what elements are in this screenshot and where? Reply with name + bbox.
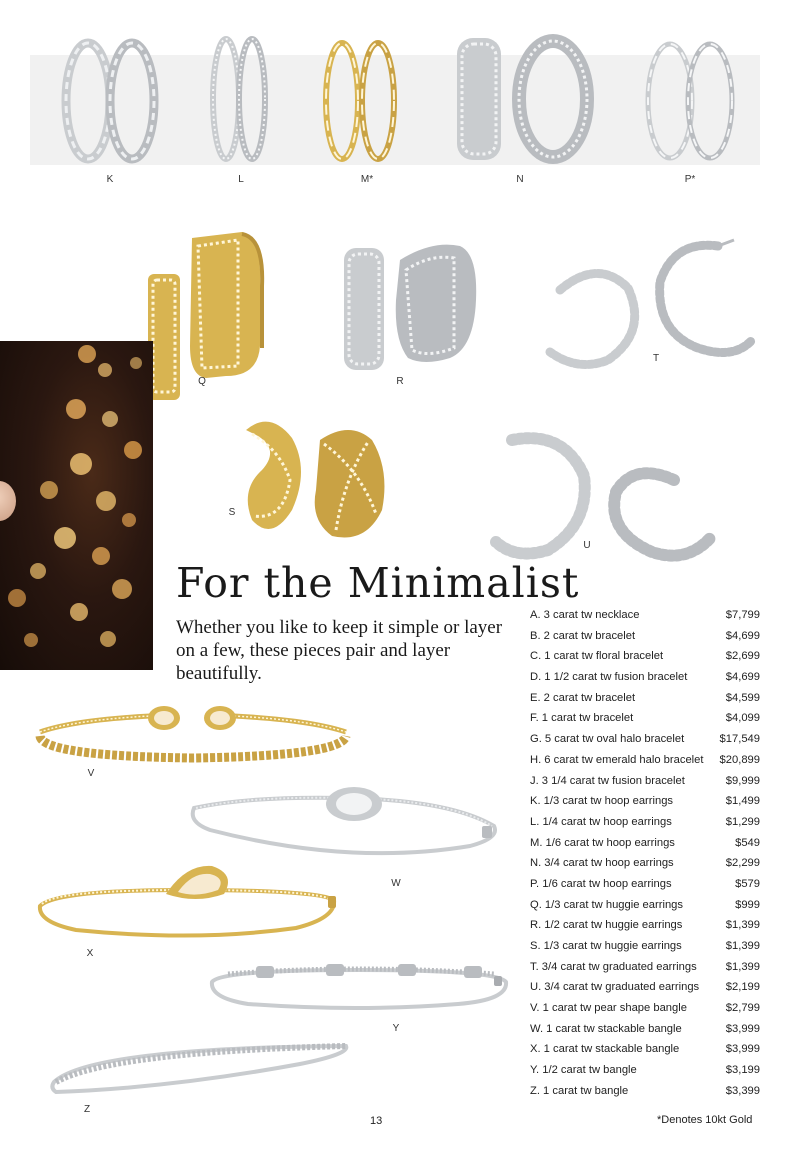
product-letter-l: L <box>238 174 244 185</box>
bangle-z-image <box>50 1040 352 1096</box>
price-item-value: $4,599 <box>725 691 760 704</box>
price-list-item <box>530 712 760 733</box>
price-list-item <box>530 837 760 858</box>
hoop-earrings-m-image <box>318 36 402 166</box>
hoop-earrings-p-image <box>640 37 740 165</box>
price-list-item <box>530 981 760 1002</box>
price-item-label: L. 1/4 carat tw hoop earrings <box>530 815 672 828</box>
hoop-earrings-l-image <box>206 33 272 165</box>
price-item-value: $549 <box>735 836 760 849</box>
price-item-value: $3,999 <box>725 1043 760 1056</box>
product-letter-x: X <box>86 948 94 959</box>
price-item-label: C. 1 carat tw floral bracelet <box>530 650 664 663</box>
price-item-label: Y. 1/2 carat tw bangle <box>530 1064 637 1077</box>
price-item-value: $20,899 <box>719 753 760 766</box>
price-list <box>530 609 760 1106</box>
price-item-value: $3,399 <box>725 1084 760 1097</box>
price-item-label: N. 3/4 carat tw hoop earrings <box>530 857 674 870</box>
price-item-value: $1,499 <box>725 795 760 808</box>
price-item-value: $2,799 <box>725 1002 760 1015</box>
price-item-value: $2,699 <box>725 650 760 663</box>
product-letter-p: P* <box>684 174 696 185</box>
price-list-item <box>530 961 760 982</box>
holiday-bokeh-photo <box>0 341 153 670</box>
pear-shape-bangle-v-image <box>34 702 350 764</box>
price-list-item <box>530 609 760 630</box>
price-item-value: $2,199 <box>725 981 760 994</box>
price-list-item <box>530 878 760 899</box>
price-item-label: Q. 1/3 carat tw huggie earrings <box>530 898 683 911</box>
price-item-value: $1,399 <box>725 960 760 973</box>
page-headline: For the Minimalist <box>176 559 580 607</box>
price-item-value: $1,399 <box>725 919 760 932</box>
price-item-value: $4,099 <box>725 712 760 725</box>
stackable-bangle-w-image <box>190 786 504 868</box>
price-list-item <box>530 899 760 920</box>
price-list-item <box>530 940 760 961</box>
product-letter-t: T <box>652 353 660 364</box>
price-item-label: V. 1 carat tw pear shape bangle <box>530 1002 687 1015</box>
price-item-label: F. 1 carat tw bracelet <box>530 712 634 725</box>
price-item-label: D. 1 1/2 carat tw fusion bracelet <box>530 671 688 684</box>
product-letter-q: Q <box>198 376 206 387</box>
intro-copy: Whether you like to keep it simple or layer on a few, these pieces pair and layer beautifully. <box>176 617 503 684</box>
price-item-value: $4,699 <box>725 671 760 684</box>
price-item-label: K. 1/3 carat tw hoop earrings <box>530 795 674 808</box>
price-item-label: R. 1/2 carat tw huggie earrings <box>530 919 683 932</box>
price-list-item <box>530 919 760 940</box>
product-letter-w: W <box>391 878 401 889</box>
price-item-label: W. 1 carat tw stackable bangle <box>530 1022 682 1035</box>
price-item-label: J. 3 1/4 carat tw fusion bracelet <box>530 774 685 787</box>
price-item-value: $1,299 <box>725 815 760 828</box>
product-letter-u: U <box>583 540 591 551</box>
hoop-earrings-n-image <box>453 34 593 164</box>
price-item-label: M. 1/6 carat tw hoop earrings <box>530 836 675 849</box>
price-list-item <box>530 775 760 796</box>
price-item-label: Z. 1 carat tw bangle <box>530 1084 629 1097</box>
product-letter-m: M* <box>360 174 374 185</box>
price-item-label: H. 6 carat tw emerald halo bracelet <box>530 753 704 766</box>
price-item-value: $3,199 <box>725 1064 760 1077</box>
price-list-item <box>530 1043 760 1064</box>
price-item-value: $17,549 <box>719 733 760 746</box>
huggie-earrings-s-image <box>240 410 392 546</box>
hand-detail <box>0 481 16 521</box>
product-letter-v: V <box>87 768 95 779</box>
price-item-label: G. 5 carat tw oval halo bracelet <box>530 733 685 746</box>
hoop-earrings-k-image <box>58 36 162 166</box>
price-list-item <box>530 857 760 878</box>
price-list-item <box>530 630 760 651</box>
price-item-label: E. 2 carat tw bracelet <box>530 691 636 704</box>
product-letter-z: Z <box>83 1104 91 1115</box>
bangle-y-image <box>208 960 512 1012</box>
price-item-value: $579 <box>735 877 760 890</box>
price-list-item <box>530 754 760 775</box>
product-letter-k: K <box>106 174 114 185</box>
price-list-item <box>530 795 760 816</box>
price-item-label: X. 1 carat tw stackable bangle <box>530 1043 680 1056</box>
price-list-item <box>530 650 760 671</box>
price-item-value: $4,699 <box>725 629 760 642</box>
price-item-value: $9,999 <box>725 774 760 787</box>
price-item-label: B. 2 carat tw bracelet <box>530 629 636 642</box>
price-item-label: P. 1/6 carat tw hoop earrings <box>530 877 672 890</box>
product-letter-n: N <box>516 174 524 185</box>
price-item-value: $3,999 <box>725 1022 760 1035</box>
price-list-item <box>530 1023 760 1044</box>
price-list-item <box>530 1064 760 1085</box>
price-item-value: $999 <box>735 898 760 911</box>
price-list-item <box>530 671 760 692</box>
price-list-item <box>530 692 760 713</box>
stackable-bangle-x-image <box>36 860 340 940</box>
price-item-value: $1,399 <box>725 940 760 952</box>
gold-footnote: *Denotes 10kt Gold <box>657 1114 753 1126</box>
product-letter-y: Y <box>392 1023 400 1034</box>
price-item-value: $7,799 <box>725 609 760 621</box>
price-item-label: U. 3/4 carat tw graduated earrings <box>530 981 700 994</box>
price-list-item <box>530 1002 760 1023</box>
graduated-earrings-t-image <box>538 232 760 372</box>
page-number: 13 <box>370 1115 383 1127</box>
price-list-item <box>530 1085 760 1106</box>
price-item-label: A. 3 carat tw necklace <box>530 609 640 621</box>
product-letter-r: R <box>396 376 404 387</box>
price-item-label: T. 3/4 carat tw graduated earrings <box>530 960 697 973</box>
graduated-earrings-u-image <box>484 432 722 566</box>
price-item-value: $2,299 <box>725 857 760 870</box>
price-item-label: S. 1/3 carat tw huggie earrings <box>530 940 682 952</box>
price-list-item <box>530 816 760 837</box>
product-letter-s: S <box>228 507 236 518</box>
price-list-item <box>530 733 760 754</box>
huggie-earrings-r-image <box>342 240 482 374</box>
